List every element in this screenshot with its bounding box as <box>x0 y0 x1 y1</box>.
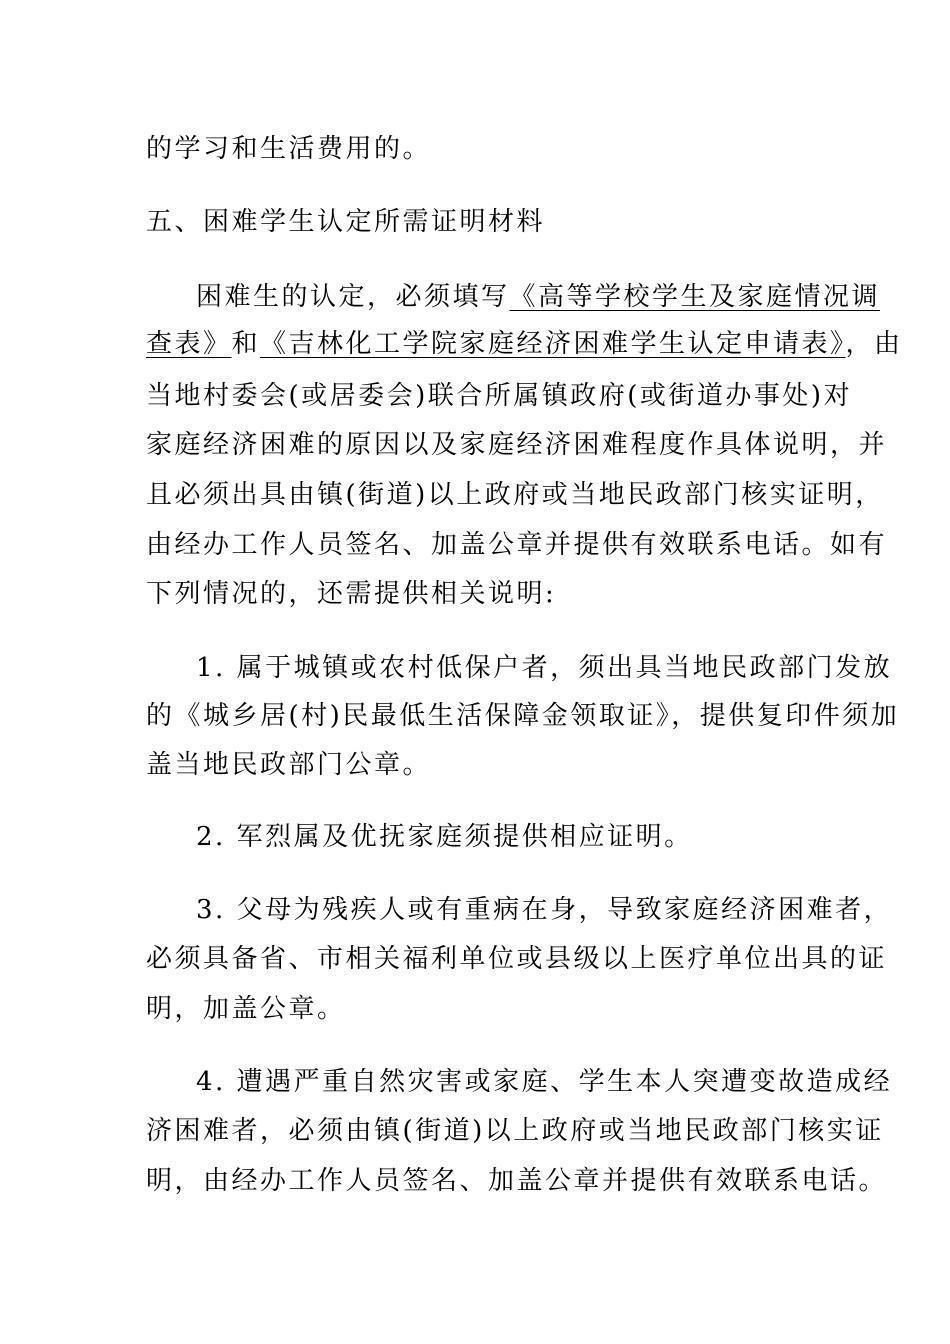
paragraph-line: 当地村委会(或居委会)联合所属镇政府(或街道办事处)对 <box>146 381 853 411</box>
paragraph-line <box>196 280 880 314</box>
survey-form-title: 《高等学校学生及家庭情况调 <box>509 282 881 312</box>
paragraph-line: 且必须出具由镇(街道)以上政府或当地民政部门核实证明， <box>146 480 884 510</box>
paragraph-line <box>146 327 903 361</box>
list-item-2: 2. 军烈属及优抚家庭须提供相应证明。 <box>196 822 693 852</box>
list-item-4-line: 济困难者，必须由镇(街道)以上政府或当地民政部门核实证 <box>146 1116 884 1146</box>
paragraph-continuation: 的学习和生活费用的。 <box>146 134 432 164</box>
paragraph-text: ，由 <box>845 329 903 359</box>
list-item-4-line: 明，由经办工作人员签名、加盖公章并提供有效联系电话。 <box>146 1166 888 1196</box>
list-item-1-line: 的《城乡居(村)民最低生活保障金领取证》，提供复印件须加 <box>146 701 900 731</box>
list-item-4: 4. 遭遇严重自然灾害或家庭、学生本人突遭变故造成经 <box>196 1067 893 1097</box>
list-item-3: 3. 父母为残疾人或有重病在身，导致家庭经济困难者， <box>196 895 893 925</box>
paragraph-text: 和 <box>231 329 261 359</box>
list-item-1-line: 盖当地民政部门公章。 <box>146 750 432 780</box>
application-form-title: 《吉林化工学院家庭经济困难学生认定申请表》 <box>260 329 846 359</box>
list-item-3-line: 明，加盖公章。 <box>146 994 346 1024</box>
list-item-3-line: 必须具备省、市相关福利单位或县级以上医疗单位出具的证 <box>146 944 888 974</box>
paragraph-line: 家庭经济困难的原因以及家庭经济困难程度作具体说明，并 <box>146 430 888 460</box>
paragraph-line: 下列情况的，还需提供相关说明: <box>146 579 557 609</box>
paragraph-line: 由经办工作人员签名、加盖公章并提供有效联系电话。如有 <box>146 530 888 560</box>
survey-form-title-end: 查表》 <box>146 329 232 359</box>
list-item-1: 1. 属于城镇或农村低保户者，须出具当地民政部门发放 <box>196 653 893 683</box>
section-heading: 五、困难学生认定所需证明材料 <box>146 207 546 237</box>
paragraph-text: 困难生的认定，必须填写 <box>196 282 510 312</box>
